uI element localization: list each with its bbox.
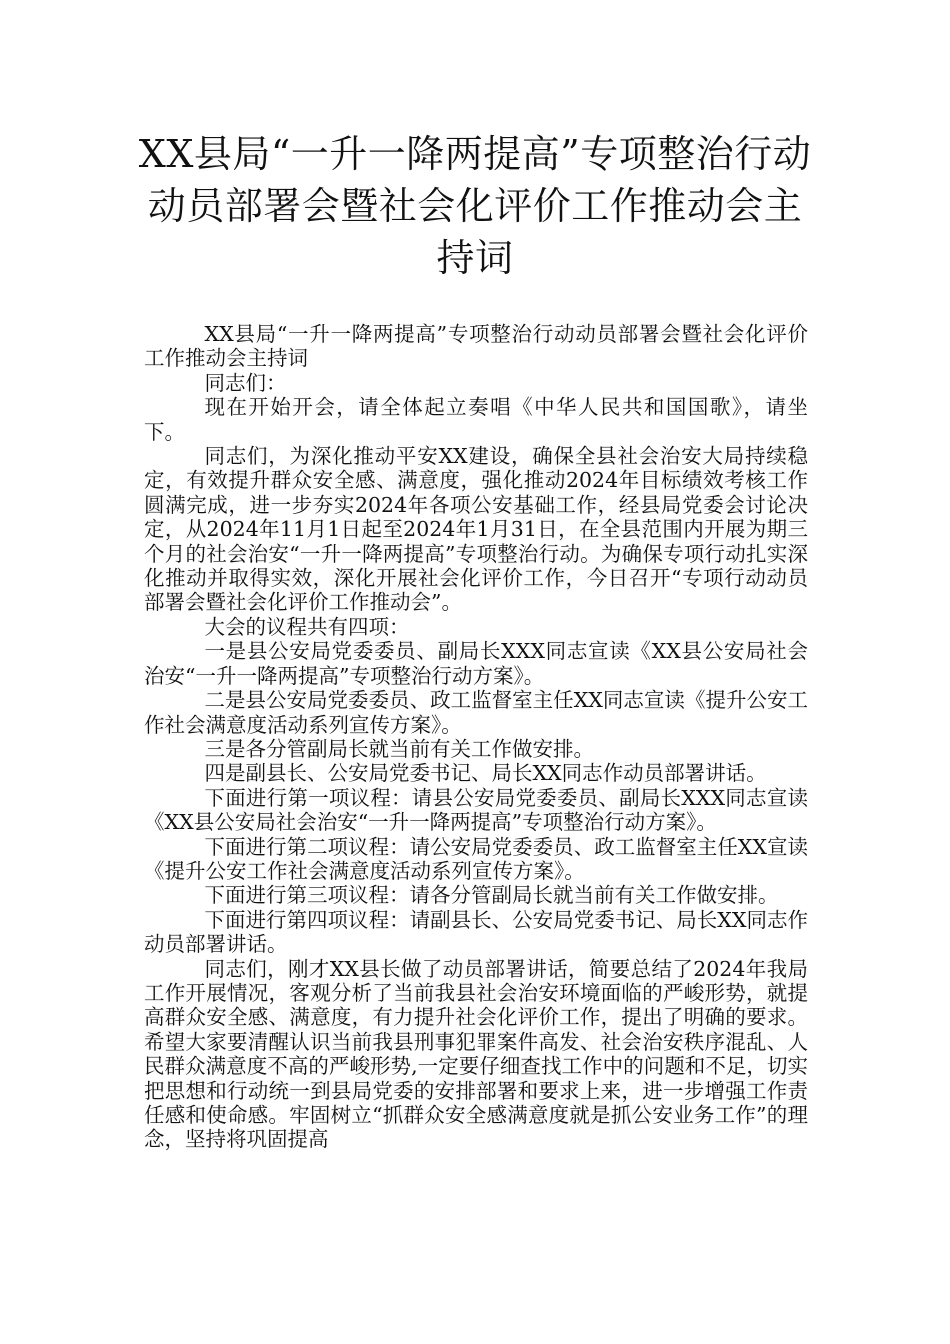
paragraph-agenda-item-4: 四是副县长、公安局党委书记、局长XX同志作动员部署讲话。	[204, 761, 767, 786]
paragraph-agenda-item-2: 二是县公安局党委委员、政工监督室主任XX同志宣读《提升公安工作社会满意度活动系列宣传方案》。	[144, 688, 808, 737]
paragraph-proceeding-4: 下面进行第四项议程：请副县长、公安局党委书记、局长XX同志作动员部署讲话。	[144, 907, 808, 957]
paragraph-heading-repeat: XX县局“一升一降两提高”专项整治行动动员部署会暨社会化评价工作推动会主持词	[144, 322, 808, 371]
paragraph-summary: 同志们，刚才XX县长做了动员部署讲话，简要总结了2024年我局工作开展情况，客观分析了当前我县社会治安环境面临的严峻形势，就提高群众安全感、满意度，有力提升社会化评价工作，提出了明确的要求。希望大家要清醒认识当前我县刑事犯罪案件高发、社会治安秩序混乱、人民群众满意度不高的严峻形势,一定要仔细查找工作中的问题和不足，切实把思想和行动统一到县局党委的安排部署和要求上来，进一步增强工作责任感和使命感。牢固树立“抓群众安全感满意度就是抓公安业务工作”的理念，坚持将巩固提高	[144, 956, 808, 1152]
paragraph-proceeding-1: 下面进行第一项议程：请县公安局党委委员、副局长XXX同志宣读《XX县公安局社会治安“一升一降两提高”专项整治行动方案》。	[144, 785, 808, 835]
paragraph-proceeding-2: 下面进行第二项议程：请公安局党委委员、政工监督室主任XX宣读《提升公安工作社会满意度活动系列宣传方案》。	[144, 834, 808, 883]
document-body	[144, 322, 808, 1152]
paragraph-agenda-item-3: 三是各分管副局长就当前有关工作做安排。	[204, 736, 594, 761]
paragraph-proceeding-3: 下面进行第三项议程：请各分管副局长就当前有关工作做安排。	[204, 883, 779, 908]
paragraph-agenda-intro: 大会的议程共有四项：	[204, 614, 410, 639]
paragraph-salutation: 同志们：	[204, 370, 287, 395]
document-title: XX县局“一升一降两提高”专项整治行动动员部署会暨社会化评价工作推动会主持词	[138, 132, 812, 280]
paragraph-agenda-item-1: 一是县公安局党委委员、副局长XXX同志宣读《XX县公安局社会治安“一升一降两提高”专项整治行动方案》。	[144, 639, 808, 688]
paragraph-background: 同志们，为深化推动平安XX建设，确保全县社会治安大局持续稳定，有效提升群众安全感、满意度，强化推动2024年目标绩效考核工作圆满完成，进一步夯实2024年各项公安基础工作，经县局党委会讨论决定，从2024年11月1日起至2024年1月31日，在全县范围内开展为期三个月的社会治安“一升一降两提高”专项整治行动。为确保专项行动扎实深化推动并取得实效，深化开展社会化评价工作，今日召开“专项行动动员部署会暨社会化评价工作推动会”。	[144, 444, 808, 615]
paragraph-opening: 现在开始开会，请全体起立奏唱《中华人民共和国国歌》，请坐下。	[144, 395, 808, 444]
